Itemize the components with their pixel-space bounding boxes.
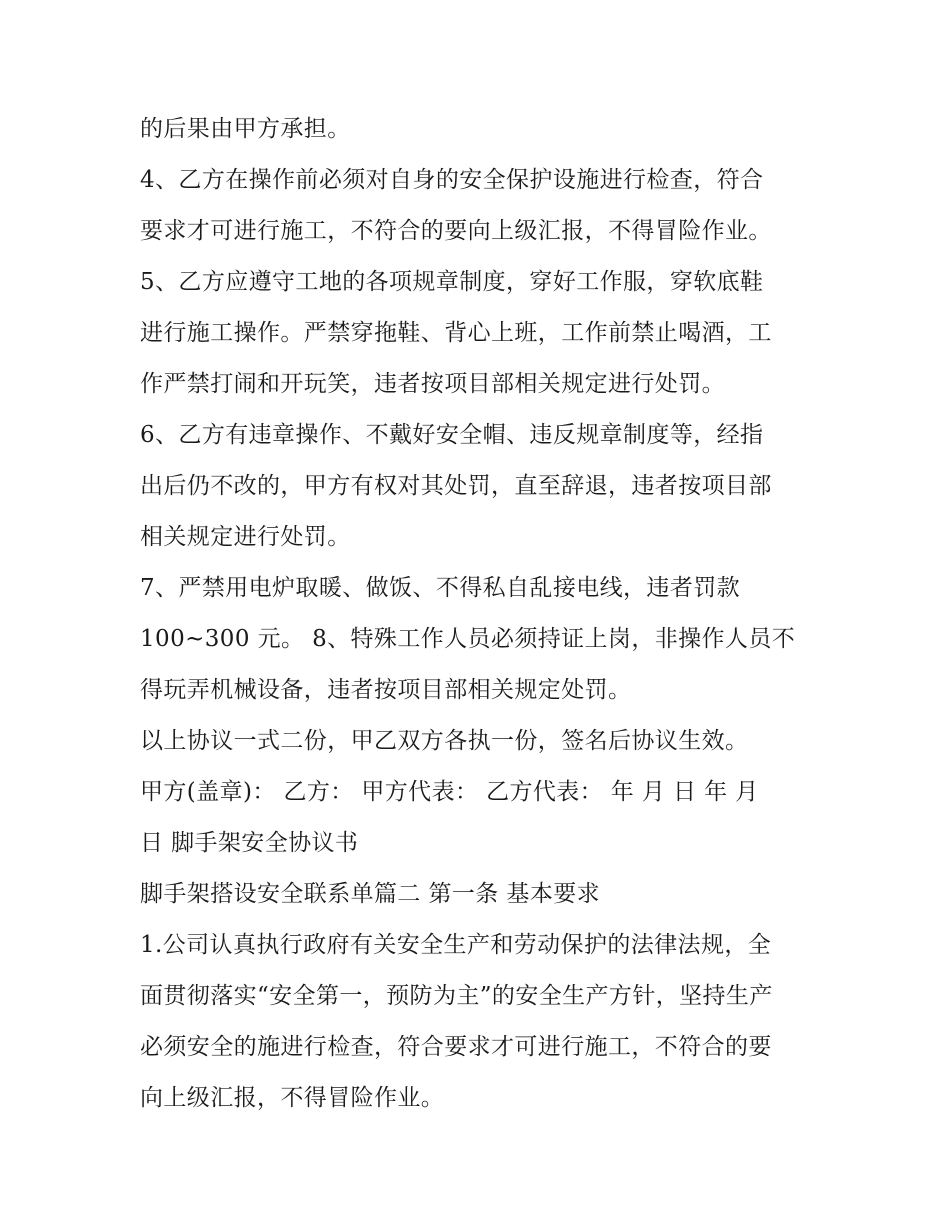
text-line: 必须安全的施进行检查，符合要求才可进行施工，不符合的要: [140, 1034, 772, 1060]
text-line: 向上级汇报，不得冒险作业。: [140, 1085, 445, 1111]
document-page: [140, 104, 830, 1124]
text-line: 6、乙方有违章操作、不戴好安全帽、违反规章制度等，经指: [140, 422, 764, 448]
text-line: 作严禁打闹和开玩笑，违者按项目部相关规定进行处罚。: [140, 371, 725, 397]
text-line: 出后仍不改的，甲方有权对其处罚，直至辞退，违者按项目部: [140, 473, 772, 499]
text-line: 4、乙方在操作前必须对自身的安全保护设施进行检查，符合: [140, 167, 764, 193]
text-line: 7、严禁用电炉取暖、做饭、不得私自乱接电线，违者罚款: [140, 575, 741, 601]
text-line: 日 脚手架安全协议书: [140, 830, 359, 856]
text-line: 5、乙方应遵守工地的各项规章制度，穿好工作服，穿软底鞋: [140, 269, 764, 295]
section-heading: 脚手架搭设安全联系单篇二 第一条 基本要求: [140, 881, 601, 907]
text-line: 的后果由甲方承担。: [140, 116, 351, 142]
signature-line: 甲方(盖章)： 乙方： 甲方代表： 乙方代表： 年 月 日 年 月: [140, 779, 759, 805]
text-line: 进行施工操作。严禁穿拖鞋、背心上班，工作前禁止喝酒，工: [140, 320, 772, 346]
text-line: 面贯彻落实“安全第一，预防为主”的安全生产方针，坚持生产: [140, 983, 773, 1009]
text-line: 以上协议一式二份，甲乙双方各执一份，签名后协议生效。: [140, 728, 749, 754]
text-line: 1.公司认真执行政府有关安全生产和劳动保护的法律法规，全: [140, 932, 772, 958]
text-line: 100~300 元。 8、特殊工作人员必须持证上岗，非操作人员不: [140, 626, 796, 652]
text-line: 得玩弄机械设备，违者按项目部相关规定处罚。: [140, 677, 632, 703]
text-line: 要求才可进行施工，不符合的要向上级汇报，不得冒险作业。: [140, 218, 772, 244]
text-line: 相关规定进行处罚。: [140, 524, 351, 550]
